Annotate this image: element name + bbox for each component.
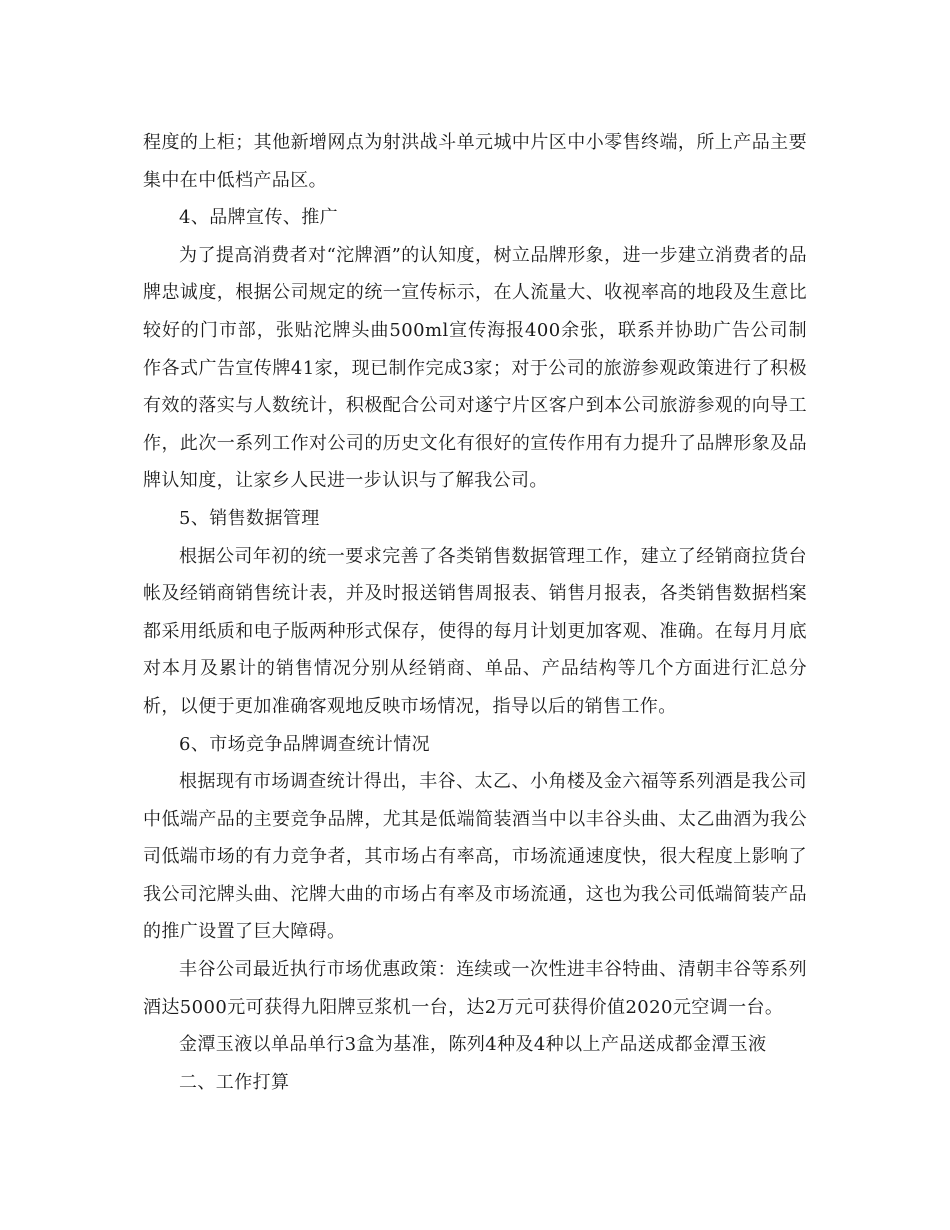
- paragraph-jintan-policy: 金潭玉液以单品单行3盒为基准，陈列4种及4种以上产品送成都金潭玉液: [179, 1034, 767, 1056]
- paragraph-fenggu-policy: 丰谷公司最近执行市场优惠政策：连续或一次性进丰谷特曲、清朝丰谷等系列酒达5000元可获得九阳牌豆浆机一台，达2万元可获得价值2020元空调一台。: [143, 959, 807, 1018]
- paragraph-retail-outlets: 程度的上柜；其他新增网点为射洪战斗单元城中片区中小零售终端，所上产品主要集中在中低档产品区。: [143, 132, 807, 191]
- paragraph-competitor-survey: 根据现有市场调查统计得出，丰谷、太乙、小角楼及金六福等系列酒是我公司中低端产品的主要竞争品牌，尤其是低端简装酒当中以丰谷头曲、太乙曲酒为我公司低端市场的有力竞争者，其市场占有率高，市场流通速度快，很大程度上影响了我公司沱牌头曲、沱牌大曲的市场占有率及市场流通，这也为我公司低端简装产品的推广设置了巨大障碍。: [143, 771, 807, 943]
- heading-work-plan: 二、工作打算: [179, 1071, 290, 1093]
- heading-sales-data: 5、销售数据管理: [179, 507, 320, 529]
- heading-competitor-survey: 6、市场竞争品牌调查统计情况: [179, 733, 431, 755]
- paragraph-sales-data: 根据公司年初的统一要求完善了各类销售数据管理工作，建立了经销商拉货台帐及经销商销售统计表，并及时报送销售周报表、销售月报表，各类销售数据档案都采用纸质和电子版两种形式保存，使得的每月计划更加客观、准确。在每月月底对本月及累计的销售情况分别从经销商、单品、产品结构等几个方面进行汇总分析，以便于更加准确客观地反映市场情况，指导以后的销售工作。: [143, 545, 807, 717]
- heading-brand-promotion: 4、品牌宣传、推广: [179, 207, 339, 229]
- document-body: [143, 124, 807, 1101]
- paragraph-brand-promotion: 为了提高消费者对“沱牌酒”的认知度，树立品牌形象，进一步建立消费者的品牌忠诚度，根据公司规定的统一宣传标示，在人流量大、收视率高的地段及生意比较好的门市部，张贴沱牌头曲500ml宣传海报400余张，联系并协助广告公司制作各式广告宣传牌41家，现已制作完成3家；对于公司的旅游参观政策进行了积极有效的落实与人数统计，积极配合公司对遂宁片区客户到本公司旅游参观的向导工作，此次一系列工作对公司的历史文化有很好的宣传作用有力提升了品牌形象及品牌认知度，让家乡人民进一步认识与了解我公司。: [143, 244, 807, 492]
